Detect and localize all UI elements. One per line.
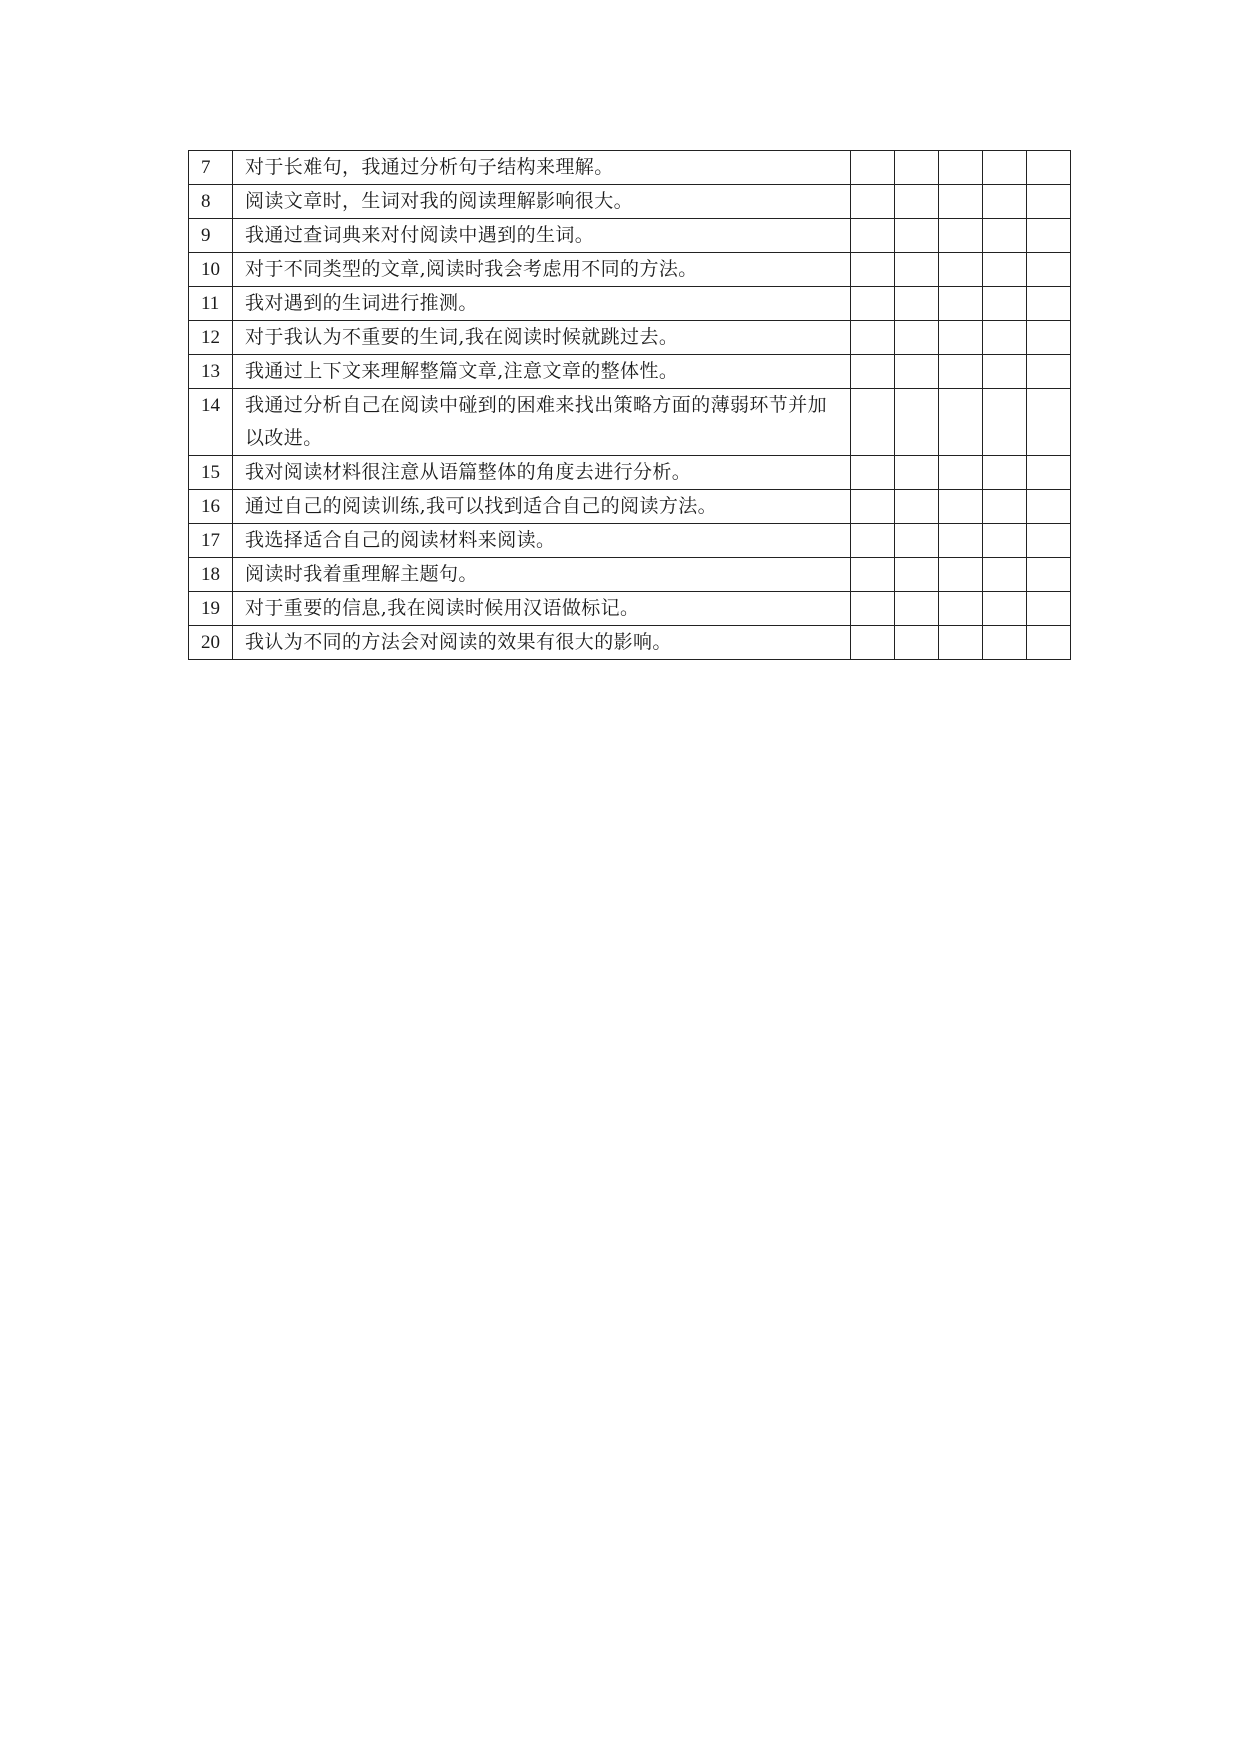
rating-box-4[interactable] bbox=[983, 355, 1027, 389]
rating-box-3[interactable] bbox=[939, 151, 983, 185]
item-number: 17 bbox=[189, 524, 233, 558]
rating-box-5[interactable] bbox=[1027, 287, 1071, 321]
rating-box-2[interactable] bbox=[895, 321, 939, 355]
item-statement: 我通过上下文来理解整篇文章,注意文章的整体性。 bbox=[233, 355, 851, 389]
rating-box-1[interactable] bbox=[851, 490, 895, 524]
rating-box-3[interactable] bbox=[939, 456, 983, 490]
item-number: 11 bbox=[189, 287, 233, 321]
item-statement: 对于不同类型的文章,阅读时我会考虑用不同的方法。 bbox=[233, 253, 851, 287]
item-statement: 我对阅读材料很注意从语篇整体的角度去进行分析。 bbox=[233, 456, 851, 490]
item-number: 7 bbox=[189, 151, 233, 185]
survey-table-body bbox=[189, 151, 1071, 660]
rating-box-4[interactable] bbox=[983, 558, 1027, 592]
rating-box-1[interactable] bbox=[851, 456, 895, 490]
rating-box-5[interactable] bbox=[1027, 321, 1071, 355]
item-statement: 我选择适合自己的阅读材料来阅读。 bbox=[233, 524, 851, 558]
rating-box-4[interactable] bbox=[983, 592, 1027, 626]
survey-table bbox=[188, 150, 1071, 660]
rating-box-2[interactable] bbox=[895, 456, 939, 490]
item-statement: 我通过查词典来对付阅读中遇到的生词。 bbox=[233, 219, 851, 253]
item-number: 12 bbox=[189, 321, 233, 355]
rating-box-5[interactable] bbox=[1027, 490, 1071, 524]
rating-box-2[interactable] bbox=[895, 558, 939, 592]
item-number: 9 bbox=[189, 219, 233, 253]
rating-box-1[interactable] bbox=[851, 185, 895, 219]
rating-box-3[interactable] bbox=[939, 389, 983, 456]
table-row bbox=[189, 287, 1071, 321]
rating-box-2[interactable] bbox=[895, 219, 939, 253]
rating-box-5[interactable] bbox=[1027, 151, 1071, 185]
rating-box-4[interactable] bbox=[983, 490, 1027, 524]
rating-box-1[interactable] bbox=[851, 524, 895, 558]
rating-box-1[interactable] bbox=[851, 253, 895, 287]
rating-box-5[interactable] bbox=[1027, 219, 1071, 253]
rating-box-2[interactable] bbox=[895, 287, 939, 321]
rating-box-1[interactable] bbox=[851, 321, 895, 355]
rating-box-3[interactable] bbox=[939, 558, 983, 592]
rating-box-5[interactable] bbox=[1027, 185, 1071, 219]
table-row bbox=[189, 490, 1071, 524]
item-number: 18 bbox=[189, 558, 233, 592]
rating-box-2[interactable] bbox=[895, 524, 939, 558]
rating-box-4[interactable] bbox=[983, 151, 1027, 185]
rating-box-4[interactable] bbox=[983, 253, 1027, 287]
item-statement: 我认为不同的方法会对阅读的效果有很大的影响。 bbox=[233, 626, 851, 660]
table-row bbox=[189, 389, 1071, 456]
item-statement: 对于重要的信息,我在阅读时候用汉语做标记。 bbox=[233, 592, 851, 626]
rating-box-5[interactable] bbox=[1027, 355, 1071, 389]
item-number: 20 bbox=[189, 626, 233, 660]
rating-box-3[interactable] bbox=[939, 185, 983, 219]
rating-box-2[interactable] bbox=[895, 490, 939, 524]
item-number: 8 bbox=[189, 185, 233, 219]
table-row bbox=[189, 592, 1071, 626]
rating-box-2[interactable] bbox=[895, 626, 939, 660]
rating-box-2[interactable] bbox=[895, 151, 939, 185]
rating-box-4[interactable] bbox=[983, 321, 1027, 355]
rating-box-2[interactable] bbox=[895, 389, 939, 456]
rating-box-3[interactable] bbox=[939, 321, 983, 355]
item-statement: 我通过分析自己在阅读中碰到的困难来找出策略方面的薄弱环节并加以改进。 bbox=[233, 389, 851, 456]
table-row bbox=[189, 321, 1071, 355]
table-row bbox=[189, 524, 1071, 558]
table-row bbox=[189, 253, 1071, 287]
rating-box-1[interactable] bbox=[851, 151, 895, 185]
rating-box-5[interactable] bbox=[1027, 389, 1071, 456]
rating-box-1[interactable] bbox=[851, 592, 895, 626]
rating-box-2[interactable] bbox=[895, 592, 939, 626]
table-row bbox=[189, 185, 1071, 219]
rating-box-3[interactable] bbox=[939, 355, 983, 389]
rating-box-4[interactable] bbox=[983, 287, 1027, 321]
rating-box-1[interactable] bbox=[851, 219, 895, 253]
rating-box-4[interactable] bbox=[983, 185, 1027, 219]
item-number: 16 bbox=[189, 490, 233, 524]
table-row bbox=[189, 558, 1071, 592]
rating-box-1[interactable] bbox=[851, 389, 895, 456]
item-statement: 通过自己的阅读训练,我可以找到适合自己的阅读方法。 bbox=[233, 490, 851, 524]
item-number: 13 bbox=[189, 355, 233, 389]
rating-box-5[interactable] bbox=[1027, 524, 1071, 558]
rating-box-4[interactable] bbox=[983, 219, 1027, 253]
rating-box-4[interactable] bbox=[983, 456, 1027, 490]
rating-box-1[interactable] bbox=[851, 287, 895, 321]
rating-box-3[interactable] bbox=[939, 219, 983, 253]
item-statement: 阅读时我着重理解主题句。 bbox=[233, 558, 851, 592]
table-row bbox=[189, 626, 1071, 660]
rating-box-5[interactable] bbox=[1027, 456, 1071, 490]
rating-box-3[interactable] bbox=[939, 592, 983, 626]
table-row bbox=[189, 355, 1071, 389]
rating-box-3[interactable] bbox=[939, 626, 983, 660]
item-statement: 对于长难句，我通过分析句子结构来理解。 bbox=[233, 151, 851, 185]
rating-box-5[interactable] bbox=[1027, 626, 1071, 660]
rating-box-2[interactable] bbox=[895, 185, 939, 219]
table-row bbox=[189, 219, 1071, 253]
rating-box-1[interactable] bbox=[851, 355, 895, 389]
rating-box-3[interactable] bbox=[939, 253, 983, 287]
rating-box-3[interactable] bbox=[939, 490, 983, 524]
table-row bbox=[189, 456, 1071, 490]
table-row bbox=[189, 151, 1071, 185]
rating-box-2[interactable] bbox=[895, 355, 939, 389]
item-statement: 我对遇到的生词进行推测。 bbox=[233, 287, 851, 321]
rating-box-1[interactable] bbox=[851, 626, 895, 660]
rating-box-4[interactable] bbox=[983, 626, 1027, 660]
rating-box-3[interactable] bbox=[939, 524, 983, 558]
rating-box-5[interactable] bbox=[1027, 558, 1071, 592]
rating-box-4[interactable] bbox=[983, 524, 1027, 558]
item-number: 14 bbox=[189, 389, 233, 456]
rating-box-3[interactable] bbox=[939, 287, 983, 321]
rating-box-5[interactable] bbox=[1027, 253, 1071, 287]
rating-box-4[interactable] bbox=[983, 389, 1027, 456]
item-statement: 对于我认为不重要的生词,我在阅读时候就跳过去。 bbox=[233, 321, 851, 355]
rating-box-2[interactable] bbox=[895, 253, 939, 287]
item-number: 19 bbox=[189, 592, 233, 626]
item-number: 15 bbox=[189, 456, 233, 490]
rating-box-5[interactable] bbox=[1027, 592, 1071, 626]
rating-box-1[interactable] bbox=[851, 558, 895, 592]
item-statement: 阅读文章时，生词对我的阅读理解影响很大。 bbox=[233, 185, 851, 219]
item-number: 10 bbox=[189, 253, 233, 287]
